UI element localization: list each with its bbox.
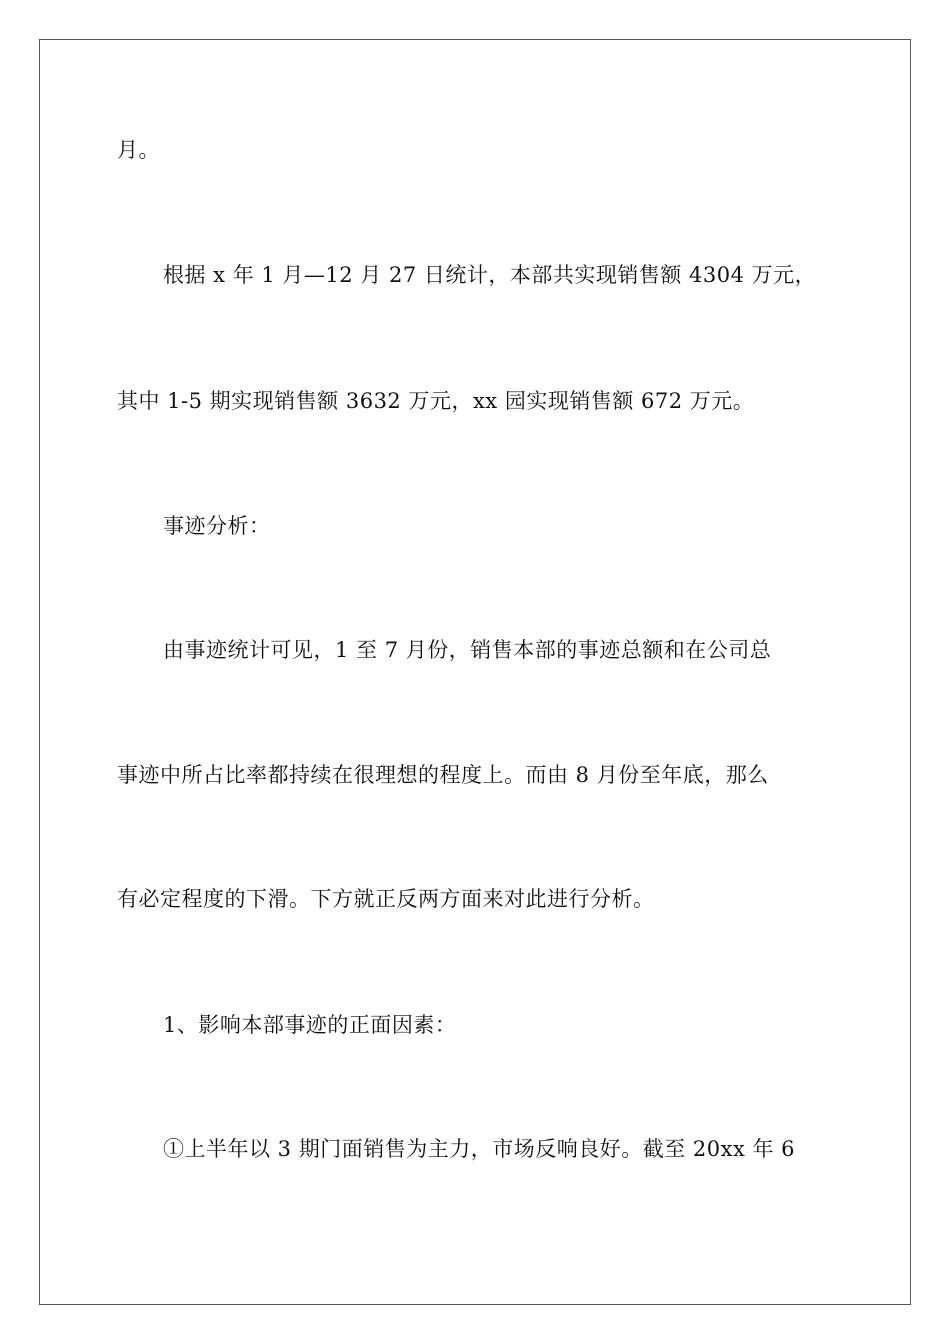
text-line-9: ①上半年以 3 期门面销售为主力，市场反响良好。截至 20xx 年 6 [163,1137,796,1161]
text-line-5: 由事迹统计可见，1 至 7 月份，销售本部的事迹总额和在公司总 [163,638,772,662]
page-border [39,39,911,1305]
section-heading: 事迹分析： [163,514,271,538]
text-line-7: 有必定程度的下滑。下方就正反两方面来对此进行分析。 [117,887,655,911]
text-line-1: 月。 [117,138,160,162]
text-line-2: 根据 x 年 1 月—12 月 27 日统计，本部共实现销售额 4304 万元， [163,263,817,287]
text-line-6: 事迹中所占比率都持续在很理想的程度上。而由 8 月份至年底，那么 [117,763,769,787]
subsection-heading: 1、影响本部事迹的正面因素： [163,1013,457,1037]
text-line-3: 其中 1-5 期实现销售额 3632 万元，xx 园实现销售额 672 万元。 [117,389,755,413]
